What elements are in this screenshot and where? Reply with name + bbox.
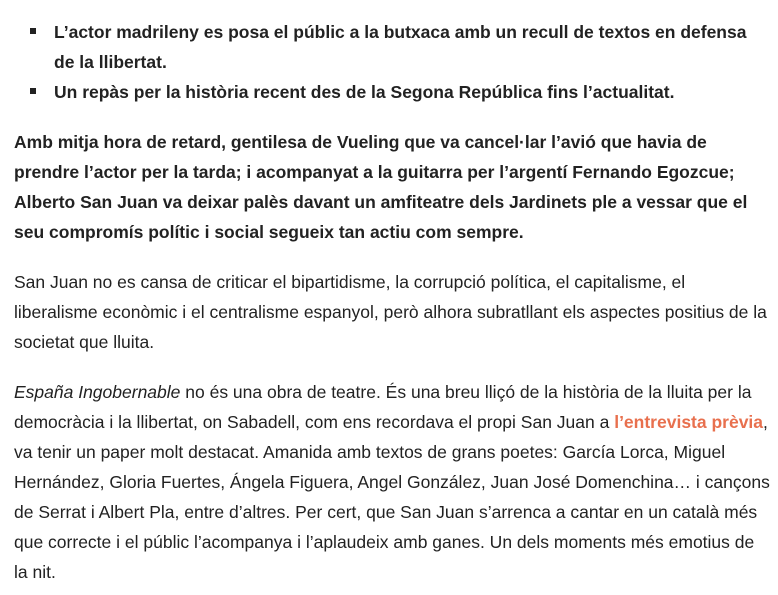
interview-link[interactable]: l’entrevista prèvia [614, 412, 764, 432]
body-paragraph [14, 377, 770, 587]
highlight-text: Un repàs per la història recent des de la Segona República fins l’actualitat. [54, 82, 675, 102]
highlights-list [14, 17, 770, 107]
body-paragraph: San Juan no es cansa de criticar el bipartidisme, la corrupció política, el capitalisme, el liberalisme econòmic i el centralisme espanyol, però alhora subratllant els aspectes positius de la societat que lluita. [14, 272, 767, 352]
show-title: España Ingobernable [14, 382, 181, 402]
paragraph-text: no és una obra de teatre. És una breu lliçó de la història de la lluita per la democràcia i la llibertat, on Sabadell, com ens recordava el propi San Juan a [14, 382, 752, 432]
square-bullet-icon [30, 28, 36, 34]
highlight-item [30, 77, 770, 107]
lead-paragraph: Amb mitja hora de retard, gentilesa de Vueling que va cancel·lar l’avió que havia de prendre l’actor per la tarda; i acompanyat a la guitarra per l’argentí Fernando Egozcue; Alberto San Juan va deixar palès davant un amfiteatre dels Jardinets ple a vessar que el seu compromís polític i social segueix tan actiu com sempre. [14, 132, 748, 242]
highlight-text: L’actor madrileny es posa el públic a la butxaca amb un recull de textos en defensa de la llibertat. [54, 22, 747, 72]
square-bullet-icon [30, 88, 36, 94]
paragraph-text: , va tenir un paper molt destacat. Amanida amb textos de grans poetes: García Lorca, Miguel Hernández, Gloria Fuertes, Ángela Figuera, Angel González, Juan José Domenchina… i cançons de Serrat i Albert Pla, entre d’altres. Per cert, que San Juan s’arrenca a cantar en un català més que correcte i el públic l’acompanya i l’aplaudeix amb ganes. Un dels moments més emotius de la nit. [14, 412, 770, 582]
highlight-item [30, 17, 770, 77]
